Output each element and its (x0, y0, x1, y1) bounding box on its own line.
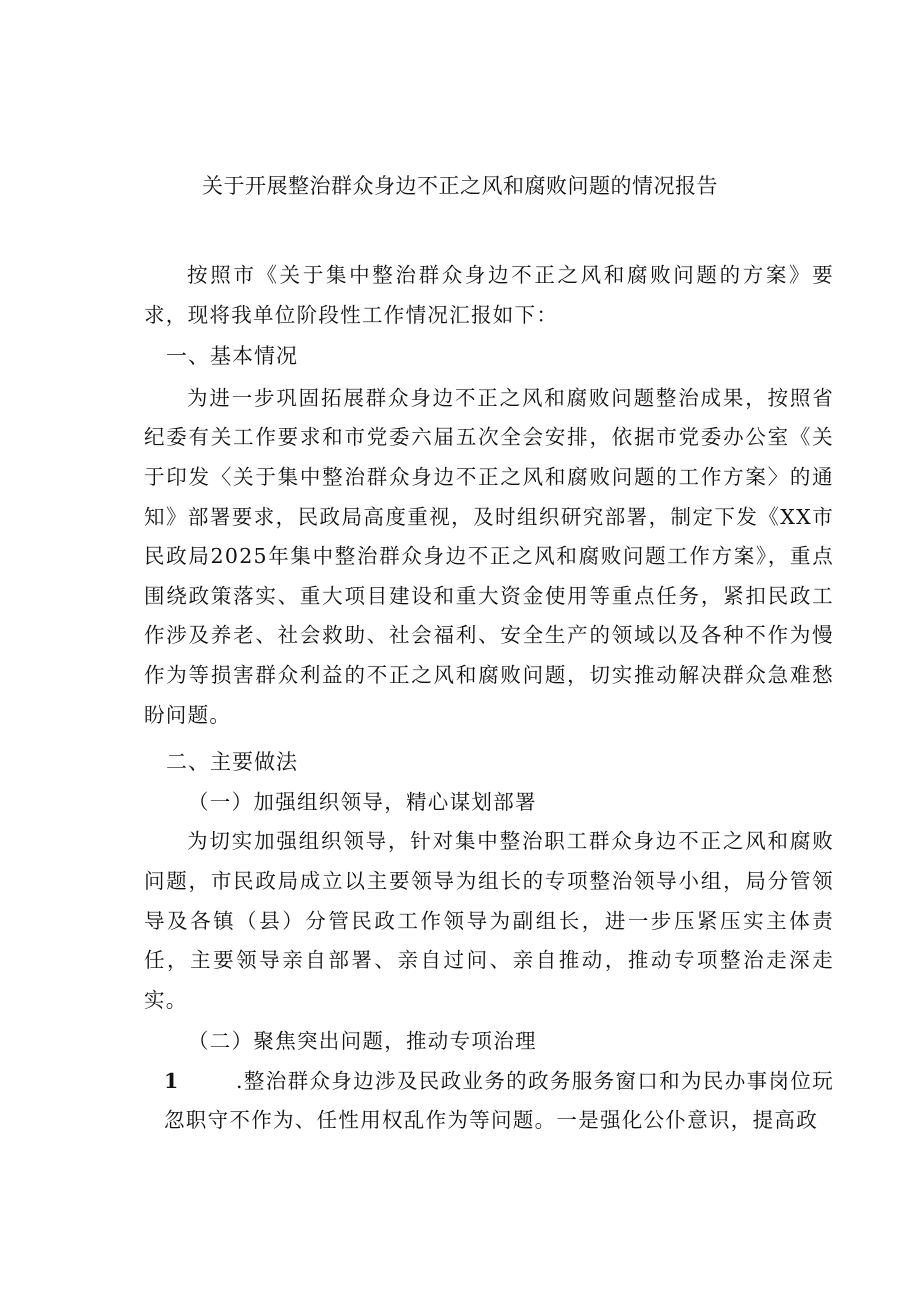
document-body (144, 256, 834, 1141)
section1-paragraph: 为进一步巩固拓展群众身边不正之风和腐败问题整治成果，按照省纪委有关工作要求和市党委六届五次全会安排，依据市党委办公室《关于印发〈关于集中整治群众身边不正之风和腐败问题的工作方案〉的通知》部署要求，民政局高度重视，及时组织研究部署，制定下发《XX市民政局2025年集中整治群众身边不正之风和腐败问题工作方案》，重点围绕政策落实、重大项目建设和重大资金使用等重点任务，紧扣民政工作涉及养老、社会救助、社会福利、安全生产的领域以及各种不作为慢作为等损害群众利益的不正之风和腐败问题，切实推动解决群众急难愁盼问题。 (144, 385, 834, 727)
section-heading-main-practices: 二、主要做法 (166, 750, 298, 775)
item-text: .整治群众身边涉及民政业务的政务服务窗口和为民办事岗位玩忽职守不作为、任性用权乱作为等问题。一是强化公仆意识，提高政 (164, 1068, 834, 1133)
document-title: 关于开展整治群众身边不正之风和腐败问题的情况报告 (202, 174, 718, 198)
section-heading-basic-situation: 一、基本情况 (166, 344, 298, 369)
subsection-heading-special-governance: （二）聚焦突出问题，推动专项治理 (188, 1029, 537, 1054)
subsection1-paragraph: 为切实加强组织领导，针对集中整治职工群众身边不正之风和腐败问题，市民政局成立以主要领导为组长的专项整治领导小组，局分管领导及各镇（县）分管民政工作领导为副组长，进一步压紧压实主体责任，主要领导亲自部署、亲自过问、亲自推动，推动专项整治走深走实。 (144, 829, 834, 1012)
intro-paragraph: 按照市《关于集中整治群众身边不正之风和腐败问题的方案》要求，现将我单位阶段性工作情况汇报如下： (144, 263, 834, 327)
item-number: 1 (164, 1068, 180, 1093)
subsection-heading-organization: （一）加强组织领导，精心谋划部署 (188, 789, 537, 814)
numbered-item (144, 1062, 834, 1141)
